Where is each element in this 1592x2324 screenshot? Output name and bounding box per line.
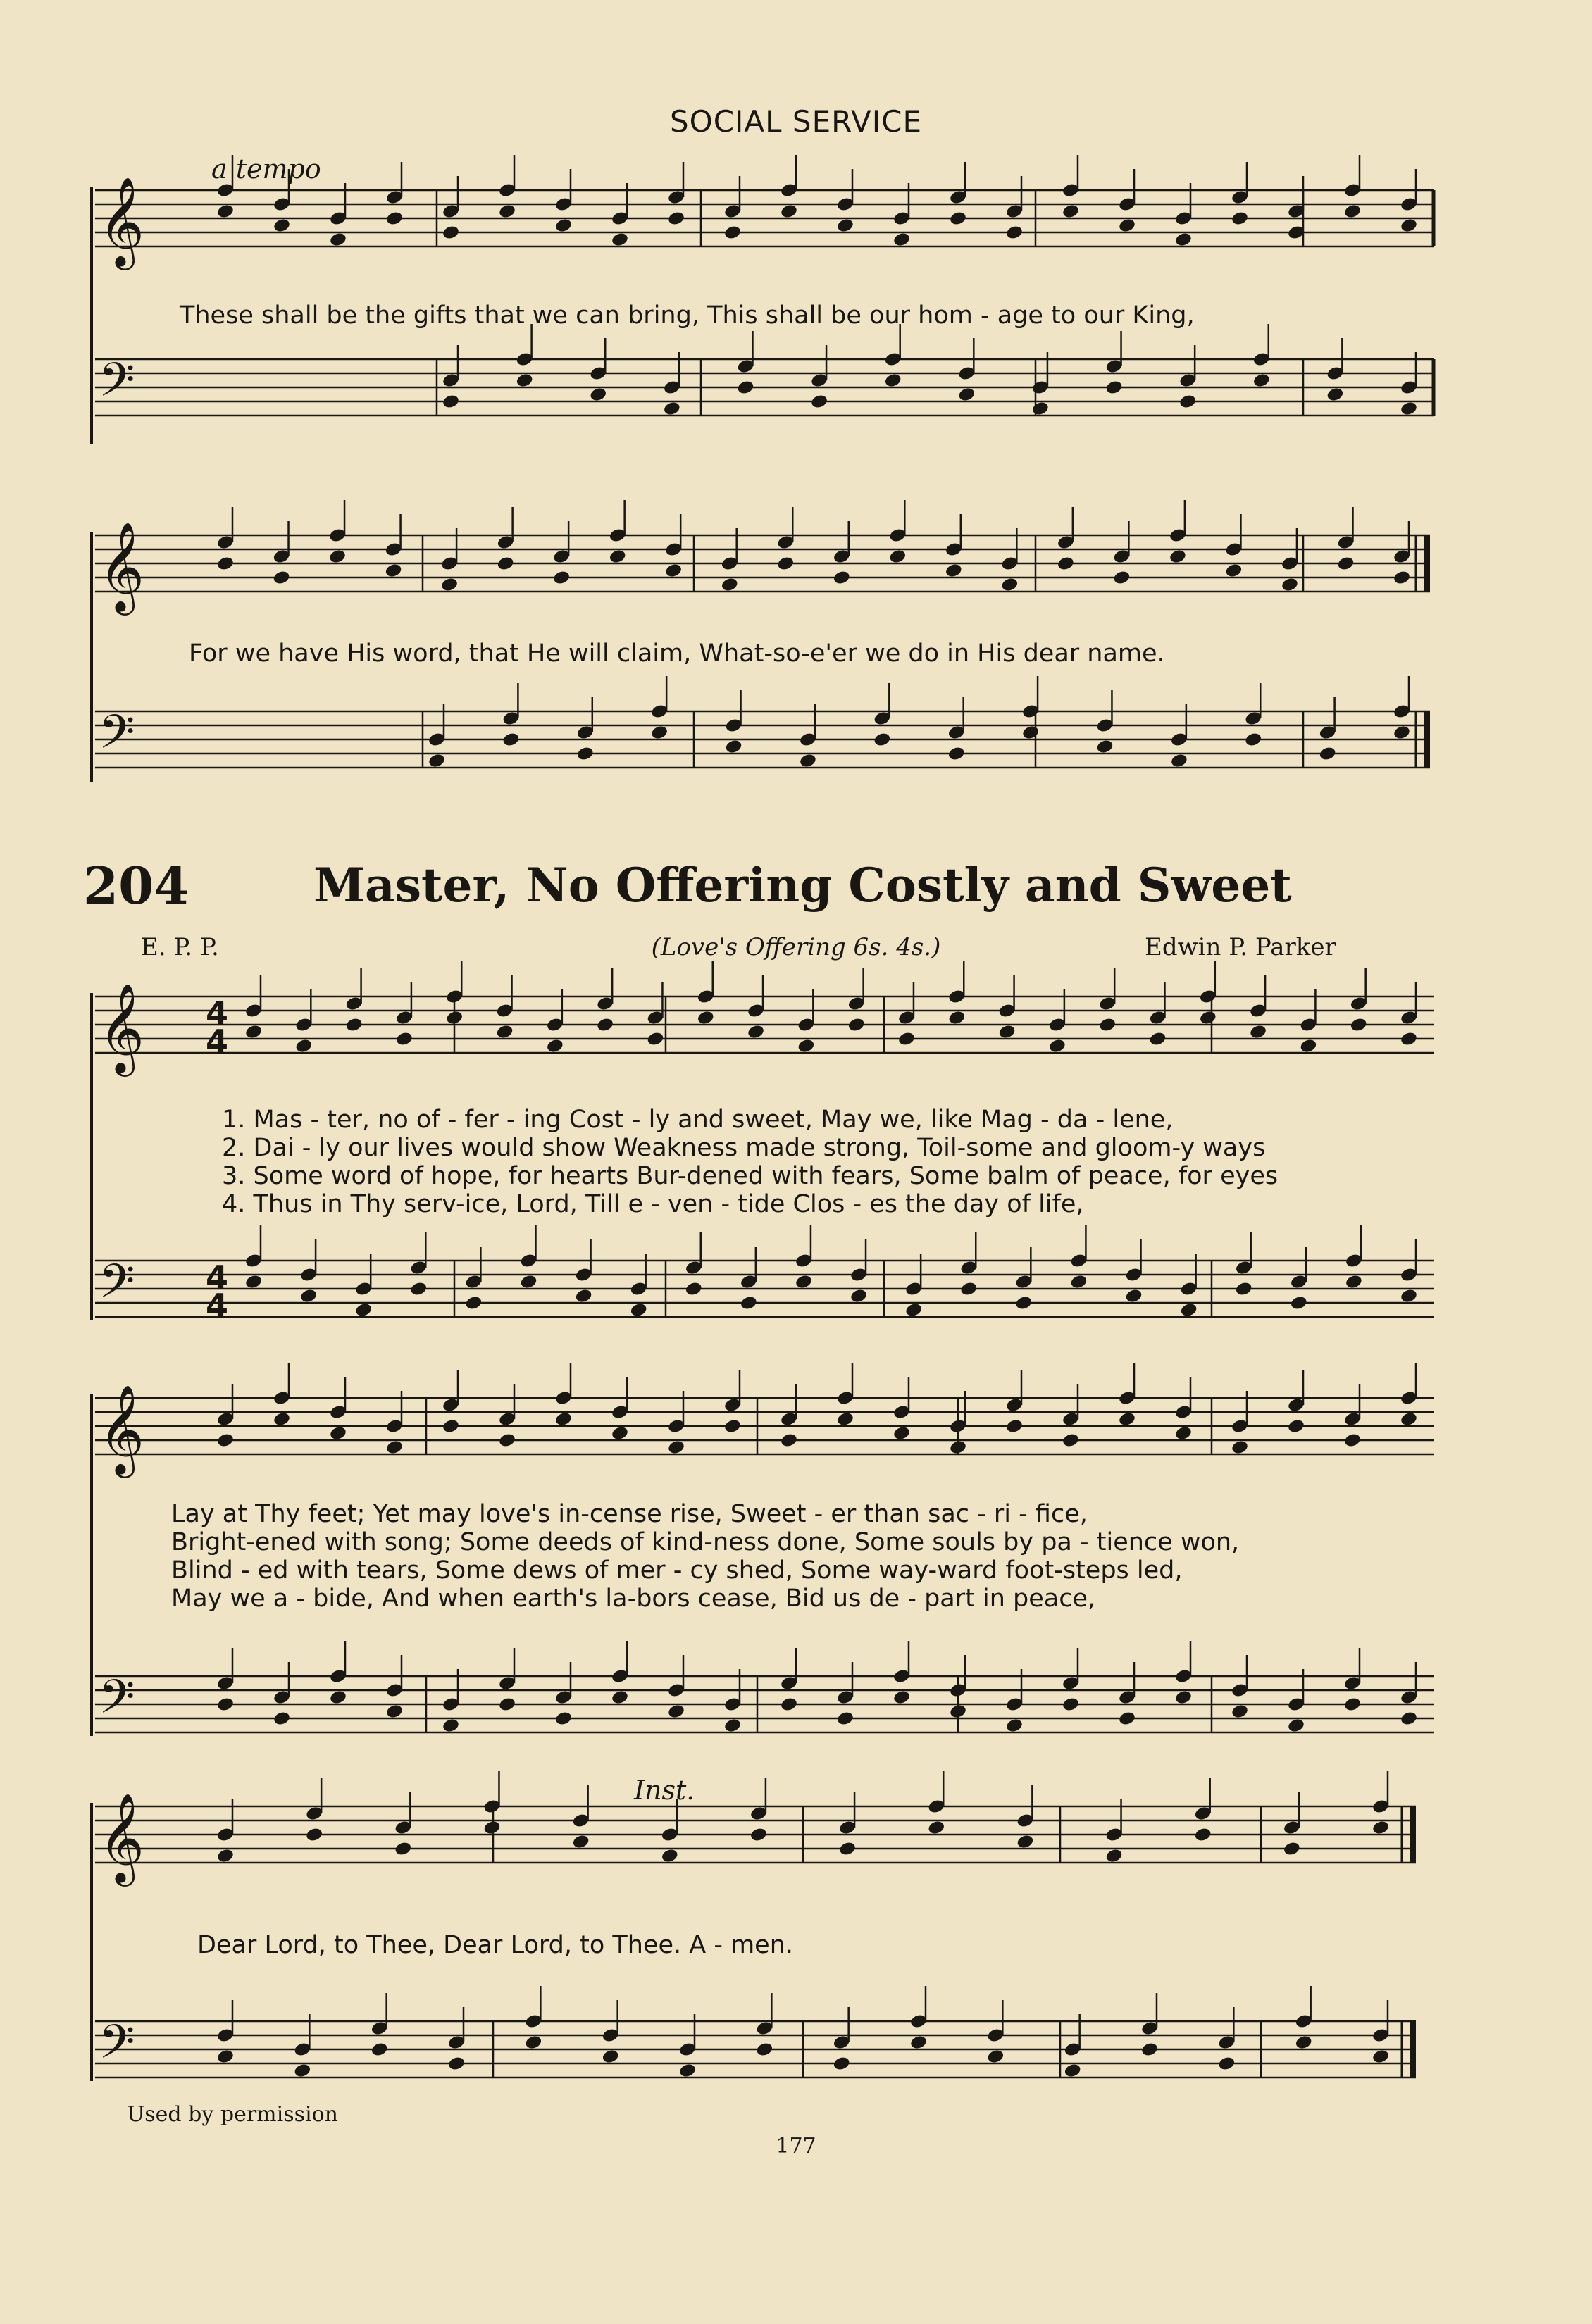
note-head [947, 1010, 966, 1026]
note-head [1057, 556, 1075, 572]
note-head [272, 570, 290, 586]
staff-system-a-bass [95, 359, 1434, 416]
note-head [216, 204, 235, 220]
note-head [750, 1827, 768, 1843]
note-head [1174, 1689, 1193, 1706]
note-head [445, 1010, 464, 1026]
note-head [723, 1418, 742, 1435]
note-head [516, 373, 534, 389]
note-head [957, 387, 976, 403]
hymn-composer: Edwin P. Parker [1145, 933, 1336, 961]
note-head [997, 1024, 1016, 1040]
note-head [1336, 556, 1355, 572]
svg-text:𝄢: 𝄢 [99, 353, 135, 418]
verse-line: 3. Some word of hope, for hearts Bur-dened with fears, Some balm of peace, for eyes [222, 1162, 1279, 1190]
note-head [893, 232, 911, 248]
note-head [442, 1718, 460, 1734]
note-head [497, 556, 515, 572]
note-head [1098, 1017, 1117, 1033]
note-head [1372, 2049, 1390, 2065]
note-head [1400, 1411, 1418, 1427]
lyric-line-top-2: For we have His word, that He will claim, What-so-e'er we do in His dear name. [189, 639, 1165, 668]
note-head [1350, 1017, 1368, 1033]
note-head [1112, 570, 1131, 586]
note-head [685, 1281, 703, 1297]
note-head [1169, 549, 1187, 565]
note-head [1174, 1425, 1193, 1442]
note-head [797, 1038, 815, 1054]
note-head [299, 1288, 318, 1304]
note-head [1231, 211, 1249, 227]
note-head [873, 732, 891, 748]
note-head [609, 549, 627, 565]
note-head [1016, 1834, 1034, 1850]
note-head [1062, 204, 1080, 220]
note-head [1244, 732, 1262, 748]
note-head [611, 1689, 629, 1706]
note-head [589, 387, 607, 403]
note-head [572, 1834, 590, 1850]
note-head [1105, 380, 1123, 396]
note-head [1343, 1697, 1362, 1713]
note-head [795, 1274, 813, 1290]
verse-line: Blind - ed with tears, Some dews of mer - cy shed, Some way-ward foot-steps led, [171, 1556, 1183, 1585]
note-head [836, 218, 854, 234]
note-head [661, 1848, 679, 1864]
note-head [1118, 1711, 1136, 1727]
note-head [602, 2049, 620, 2065]
note-head [329, 1689, 347, 1706]
note-head [596, 1017, 614, 1033]
note-head [371, 2042, 389, 2058]
note-head [273, 218, 291, 234]
svg-text:𝄢: 𝄢 [99, 1670, 135, 1735]
note-head [442, 1418, 460, 1435]
note-head [663, 401, 681, 417]
note-head [611, 1425, 629, 1442]
note-head [428, 753, 446, 769]
note-head [385, 1439, 404, 1456]
note-head [305, 1827, 323, 1843]
note-head [1400, 1711, 1418, 1727]
note-head [1235, 1281, 1253, 1297]
svg-text:4: 4 [206, 1023, 229, 1061]
note-head [1343, 204, 1362, 220]
note-head [721, 577, 739, 593]
verse-line: Bright-ened with song; Some deeds of kind-ness done, Some souls by pa - tience won, [171, 1528, 1240, 1556]
note-head [519, 1274, 537, 1290]
note-head [650, 725, 668, 741]
note-head [1000, 577, 1019, 593]
hymn-number: 204 [83, 856, 189, 916]
note-head [502, 732, 520, 748]
note-head [1393, 725, 1411, 741]
note-head [893, 1689, 911, 1706]
note-head [447, 2056, 466, 2072]
note-head [1319, 746, 1337, 762]
note-head [464, 1295, 483, 1311]
note-head [949, 1704, 967, 1720]
svg-text:𝄞: 𝄞 [99, 1792, 145, 1882]
note-head [945, 563, 963, 579]
svg-text:𝄞: 𝄞 [99, 1384, 145, 1474]
verse-line: Lay at Thy feet; Yet may love's in-cense rise, Sweet - er than sac - ri - fice, [171, 1500, 1088, 1528]
note-head [836, 1411, 854, 1427]
note-head [1343, 1432, 1362, 1449]
svg-text:4: 4 [206, 1258, 229, 1297]
note-head [611, 232, 629, 248]
note-head [384, 563, 402, 579]
note-head [833, 570, 851, 586]
note-head [1105, 1848, 1123, 1864]
note-head [847, 1017, 866, 1033]
svg-text:𝄢: 𝄢 [99, 705, 135, 770]
verse-line: May we a - bide, And when earth's la-bors cease, Bid us de - part in peace, [171, 1585, 1096, 1613]
note-head [667, 1704, 685, 1720]
note-head [1021, 725, 1040, 741]
note-head [554, 1411, 573, 1427]
note-head [524, 2035, 542, 2051]
note-head [799, 753, 817, 769]
note-head [1287, 1418, 1305, 1435]
staff-system-b-bass [95, 711, 1430, 768]
page-number: 177 [776, 2134, 816, 2159]
running-head: SOCIAL SERVICE [670, 104, 922, 139]
note-head [294, 1038, 313, 1054]
note-head [1062, 1432, 1080, 1449]
note-head [959, 1281, 978, 1297]
note-head [328, 549, 347, 565]
note-head [909, 2035, 928, 2051]
note-head [273, 1411, 291, 1427]
note-head [810, 394, 828, 410]
note-head [1299, 1038, 1317, 1054]
note-head [667, 211, 685, 227]
note-head [244, 1024, 263, 1040]
note-head [1005, 1718, 1024, 1734]
note-head [293, 2063, 311, 2079]
note-head [394, 1841, 412, 1857]
note-head [1393, 570, 1411, 586]
note-head [1400, 218, 1418, 234]
note-head [904, 1302, 923, 1318]
note-head [1224, 563, 1243, 579]
note-head [1005, 1418, 1024, 1435]
note-head [724, 739, 742, 755]
note-head [216, 556, 235, 572]
note-head [1249, 1024, 1267, 1040]
note-head [1064, 2063, 1082, 2079]
note-head [893, 1425, 911, 1442]
note-head [947, 746, 966, 762]
note-head [697, 1010, 715, 1026]
note-head [836, 1711, 854, 1727]
note-head [888, 549, 907, 565]
note-head [574, 1288, 592, 1304]
verse-line: 2. Dai - ly our lives would show Weakness made strong, Toil-some and gloom-y ways [222, 1134, 1266, 1162]
tune-name: (Love's Offering 6s. 4s.) [651, 933, 941, 961]
note-head [1014, 1295, 1033, 1311]
note-head [678, 2063, 697, 2079]
note-head [780, 1432, 798, 1449]
note-head [552, 570, 571, 586]
note-head [1326, 387, 1344, 403]
note-head [216, 1432, 235, 1449]
note-head [755, 2042, 773, 2058]
note-head [498, 204, 516, 220]
note-head [1295, 2035, 1313, 2051]
note-head [244, 1274, 263, 1290]
note-head [736, 380, 754, 396]
note-head [1194, 1827, 1212, 1843]
note-head [949, 1439, 967, 1456]
note-head [1005, 225, 1024, 241]
note-head [554, 218, 573, 234]
verse-line: 1. Mas - ter, no of - fer - ing Cost - ly and sweet, May we, like Mag - da - lene, [222, 1106, 1174, 1134]
note-head [1400, 1288, 1418, 1304]
note-head [345, 1017, 363, 1033]
note-head [442, 225, 460, 241]
note-head [1372, 1820, 1390, 1836]
permission-note: Used by permission [127, 2102, 338, 2127]
note-head [780, 204, 798, 220]
note-head [1031, 401, 1050, 417]
note-head [483, 1820, 501, 1836]
svg-text:𝄢: 𝄢 [99, 1254, 135, 1320]
note-head [216, 2049, 235, 2065]
note-head [409, 1281, 428, 1297]
svg-text:𝄞: 𝄞 [99, 982, 145, 1073]
hymn-title: Master, No Offering Costly and Sweet [313, 858, 1292, 913]
note-head [1281, 577, 1299, 593]
note-head [1179, 394, 1197, 410]
note-head [723, 225, 742, 241]
note-head [395, 1031, 413, 1047]
note-head [1124, 1288, 1143, 1304]
note-head [498, 1697, 516, 1713]
lyric-line-top-1: These shall be the gifts that we can bring, This shall be our hom - age to our King, [180, 301, 1195, 330]
note-head [884, 373, 902, 389]
note-head [1180, 1302, 1198, 1318]
note-head [646, 1031, 664, 1047]
note-head [546, 1038, 564, 1054]
note-head [1400, 401, 1418, 417]
note-head [216, 1697, 235, 1713]
note-head [385, 211, 404, 227]
note-head [216, 1848, 235, 1864]
note-head [1217, 2056, 1236, 2072]
note-head [1231, 1439, 1249, 1456]
note-head [1283, 1841, 1301, 1857]
svg-text:𝄞: 𝄞 [99, 176, 145, 266]
note-head [495, 1024, 514, 1040]
note-head [776, 556, 795, 572]
note-head [554, 1711, 573, 1727]
note-head [1069, 1274, 1088, 1290]
note-head [576, 746, 595, 762]
note-head [927, 1820, 945, 1836]
note-head [1170, 753, 1188, 769]
svg-text:𝄢: 𝄢 [99, 2015, 135, 2080]
note-head [1118, 1411, 1136, 1427]
note-head [1095, 739, 1114, 755]
note-head [747, 1024, 765, 1040]
note-head [1345, 1274, 1363, 1290]
note-head [1048, 1038, 1066, 1054]
note-head [1148, 1031, 1167, 1047]
note-head [1231, 1704, 1249, 1720]
note-head [1199, 1010, 1217, 1026]
note-head [329, 1425, 347, 1442]
note-head [1118, 218, 1136, 234]
note-head [833, 2056, 851, 2072]
note-head [850, 1288, 868, 1304]
note-head [780, 1697, 798, 1713]
svg-text:4: 4 [206, 1287, 229, 1325]
svg-text:𝄞: 𝄞 [99, 521, 145, 611]
note-head [440, 577, 459, 593]
note-head [740, 1295, 758, 1311]
note-head [664, 563, 683, 579]
note-head [1062, 1697, 1080, 1713]
note-head [385, 1704, 404, 1720]
note-head [1290, 1295, 1308, 1311]
staff-system-1-treble [95, 997, 1434, 1053]
staff-system-2-bass [95, 1676, 1434, 1732]
note-head [1252, 373, 1271, 389]
note-head [442, 394, 460, 410]
note-head [723, 1718, 742, 1734]
instrument-mark: Inst. [634, 1775, 695, 1806]
note-head [986, 2049, 1005, 2065]
note-head [498, 1432, 516, 1449]
note-head [1400, 1031, 1418, 1047]
lyric-line-amen: Dear Lord, to Thee, Dear Lord, to Thee. A - men. [197, 1931, 794, 1959]
note-head [354, 1302, 373, 1318]
staff-system-1-bass [95, 1261, 1434, 1317]
note-head [329, 232, 347, 248]
note-head [1287, 1718, 1305, 1734]
note-head [949, 211, 967, 227]
note-head [667, 1439, 685, 1456]
note-head [273, 1711, 291, 1727]
note-head [1174, 232, 1193, 248]
note-head [630, 1302, 648, 1318]
staff-system-3-bass [95, 2021, 1416, 2078]
note-head [1140, 2042, 1159, 2058]
staff-system-b-treble [95, 535, 1430, 592]
note-head [897, 1031, 916, 1047]
verse-line: 4. Thus in Thy serv-ice, Lord, Till e - ven - tide Clos - es the day of life, [222, 1190, 1084, 1218]
hymn-author: E. P. P. [141, 933, 219, 961]
note-head [838, 1841, 857, 1857]
tempo-mark: a tempo [211, 154, 321, 185]
svg-text:4: 4 [206, 994, 229, 1032]
